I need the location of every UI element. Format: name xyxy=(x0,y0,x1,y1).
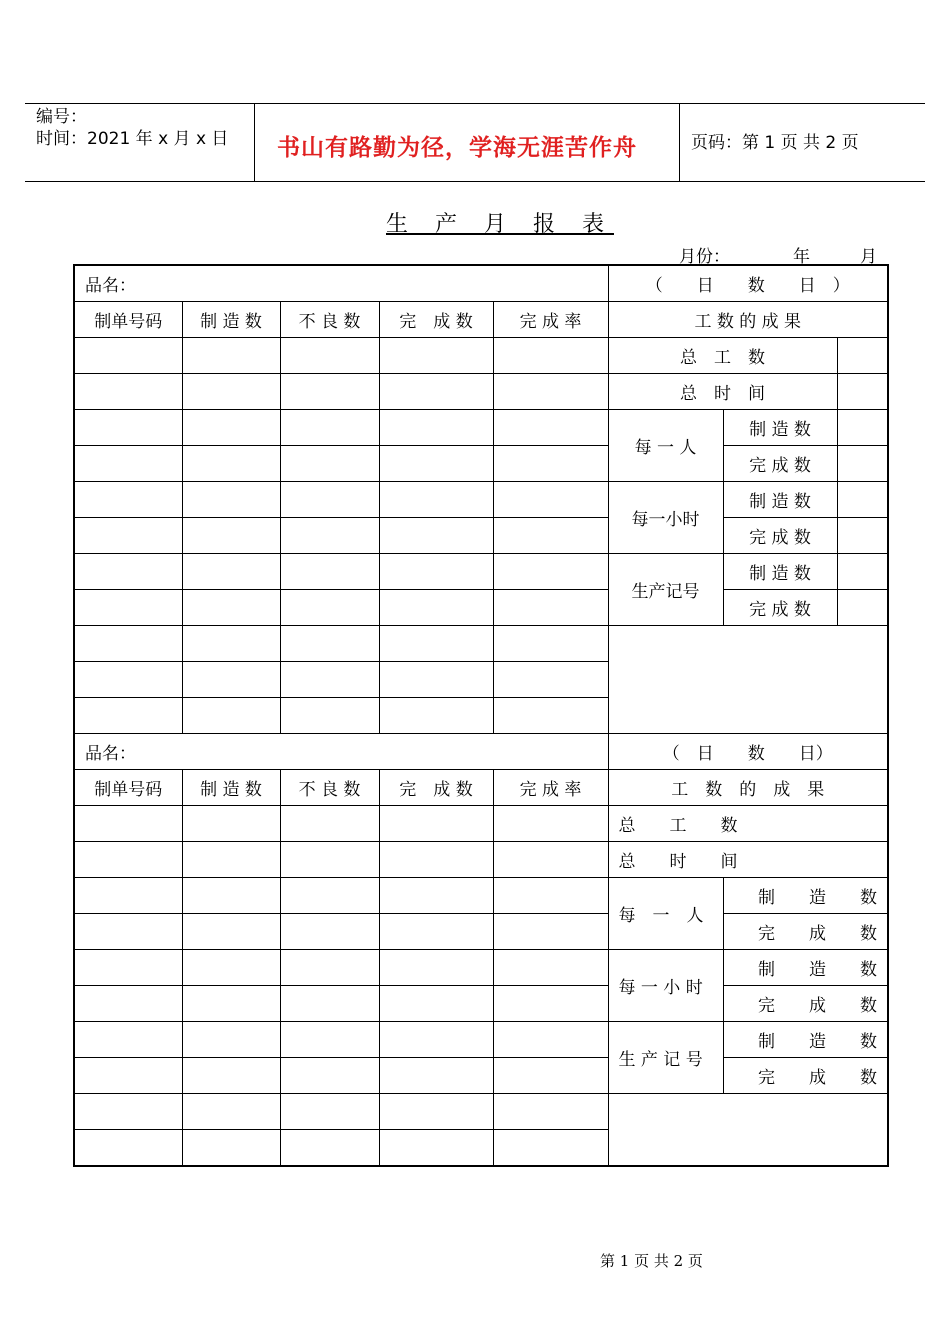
cell[interactable] xyxy=(182,878,280,914)
section2-blank-area[interactable] xyxy=(608,1094,888,1167)
col-make-count: 制 造 数 xyxy=(182,770,280,806)
table-row xyxy=(74,590,888,626)
section1-production-record: 生产记号 xyxy=(608,554,723,626)
page-footer: 第 1 页 共 2 页 xyxy=(600,1252,703,1270)
cell[interactable] xyxy=(280,374,379,410)
section1-total-work-value[interactable] xyxy=(837,338,888,374)
cell[interactable] xyxy=(74,842,182,878)
cell[interactable] xyxy=(379,518,493,554)
section1-per-person-done: 完 成 数 xyxy=(723,446,837,482)
section1-record-done: 完 成 数 xyxy=(723,590,837,626)
table-row xyxy=(74,986,888,1022)
cell[interactable] xyxy=(379,590,493,626)
cell[interactable] xyxy=(379,986,493,1022)
section1-per-person: 每 一 人 xyxy=(608,410,723,482)
col-done-count: 完 成 数 xyxy=(379,302,493,338)
cell[interactable] xyxy=(182,806,280,842)
cell[interactable] xyxy=(182,842,280,878)
cell[interactable] xyxy=(182,410,280,446)
section2-per-hour-make: 制 造 数 xyxy=(723,950,888,986)
col-done-count: 完 成 数 xyxy=(379,770,493,806)
cell[interactable] xyxy=(379,338,493,374)
cell[interactable] xyxy=(74,626,182,662)
section1-product-row xyxy=(74,265,888,302)
cell[interactable] xyxy=(280,626,379,662)
section1-header-row xyxy=(74,302,888,338)
section1-per-person-make: 制 造 数 xyxy=(723,410,837,446)
table-row xyxy=(74,338,888,374)
cell[interactable] xyxy=(74,806,182,842)
cell[interactable] xyxy=(74,482,182,518)
section2-product-label: 品名： xyxy=(74,734,608,770)
section1-result-header: 工 数 的 成 果 xyxy=(608,302,888,338)
cell[interactable] xyxy=(493,662,608,698)
cell[interactable] xyxy=(182,1130,280,1167)
cell[interactable] xyxy=(493,374,608,410)
cell[interactable] xyxy=(74,518,182,554)
header-divider-right xyxy=(679,104,680,181)
cell[interactable] xyxy=(493,950,608,986)
table-row xyxy=(74,554,888,590)
table-row xyxy=(74,1094,888,1130)
section1-per-hour: 每一小时 xyxy=(608,482,723,554)
month-label: 月份： xyxy=(679,247,730,267)
cell[interactable] xyxy=(74,410,182,446)
cell[interactable] xyxy=(74,914,182,950)
cell[interactable] xyxy=(74,1094,182,1130)
cell[interactable] xyxy=(182,518,280,554)
section2-header-row xyxy=(74,770,888,806)
cell[interactable] xyxy=(493,878,608,914)
section2-days-label: （ 日 数 日） xyxy=(608,734,888,770)
cell[interactable] xyxy=(493,410,608,446)
table-row xyxy=(74,446,888,482)
cell[interactable] xyxy=(379,698,493,734)
header-divider-left xyxy=(254,104,255,181)
cell[interactable] xyxy=(182,482,280,518)
cell[interactable] xyxy=(182,986,280,1022)
cell[interactable] xyxy=(182,1058,280,1094)
col-order-number: 制单号码 xyxy=(74,770,182,806)
cell[interactable] xyxy=(379,554,493,590)
section2-per-person: 每 一 人 xyxy=(608,878,723,950)
year-unit: 年 xyxy=(793,247,810,267)
section2-product-row xyxy=(74,734,888,770)
table-row xyxy=(74,842,888,878)
report-title: 生 产 月 报 表 xyxy=(386,212,614,237)
document-time-label: 时间：2021 年 x 月 x 日 xyxy=(36,129,229,149)
table-row xyxy=(74,626,888,662)
section1-blank-area[interactable] xyxy=(608,626,888,734)
table-row xyxy=(74,950,888,986)
section1-per-hour-make-value[interactable] xyxy=(837,482,888,518)
table-row xyxy=(74,914,888,950)
cell[interactable] xyxy=(280,986,379,1022)
cell[interactable] xyxy=(379,878,493,914)
cell[interactable] xyxy=(280,518,379,554)
cell[interactable] xyxy=(379,950,493,986)
cell[interactable] xyxy=(280,338,379,374)
section1-record-make: 制 造 数 xyxy=(723,554,837,590)
document-number-label: 编号： xyxy=(36,107,87,127)
section1-record-make-value[interactable] xyxy=(837,554,888,590)
cell[interactable] xyxy=(379,1130,493,1167)
section1-per-hour-done: 完 成 数 xyxy=(723,518,837,554)
table-row xyxy=(74,410,888,446)
table-row xyxy=(74,878,888,914)
cell[interactable] xyxy=(74,374,182,410)
table-row xyxy=(74,1022,888,1058)
header-motto: 书山有路勤为径，学海无涯苦作舟 xyxy=(277,135,637,161)
section2-per-person-make: 制 造 数 xyxy=(723,878,888,914)
cell[interactable] xyxy=(74,878,182,914)
cell[interactable] xyxy=(379,662,493,698)
cell[interactable] xyxy=(493,518,608,554)
cell[interactable] xyxy=(493,338,608,374)
cell[interactable] xyxy=(280,1094,379,1130)
col-defect-count: 不 良 数 xyxy=(280,770,379,806)
section1-record-done-value[interactable] xyxy=(837,590,888,626)
cell[interactable] xyxy=(493,590,608,626)
month-unit: 月 xyxy=(860,247,877,267)
section2-total-time: 总 时 间 xyxy=(608,842,888,878)
cell[interactable] xyxy=(74,662,182,698)
cell[interactable] xyxy=(379,482,493,518)
cell[interactable] xyxy=(182,950,280,986)
cell[interactable] xyxy=(493,1022,608,1058)
cell[interactable] xyxy=(74,554,182,590)
cell[interactable] xyxy=(74,446,182,482)
cell[interactable] xyxy=(379,1022,493,1058)
cell[interactable] xyxy=(280,1022,379,1058)
cell[interactable] xyxy=(182,914,280,950)
cell[interactable] xyxy=(74,338,182,374)
cell[interactable] xyxy=(280,878,379,914)
cell[interactable] xyxy=(379,626,493,662)
table-row xyxy=(74,806,888,842)
cell[interactable] xyxy=(280,914,379,950)
section2-result-header: 工 数 的 成 果 xyxy=(608,770,888,806)
cell[interactable] xyxy=(379,842,493,878)
cell[interactable] xyxy=(280,1058,379,1094)
cell[interactable] xyxy=(182,338,280,374)
cell[interactable] xyxy=(493,482,608,518)
cell[interactable] xyxy=(182,554,280,590)
table-row xyxy=(74,482,888,518)
cell[interactable] xyxy=(379,806,493,842)
cell[interactable] xyxy=(280,842,379,878)
cell[interactable] xyxy=(280,950,379,986)
col-done-rate: 完 成 率 xyxy=(493,770,608,806)
section2-record-done: 完 成 数 xyxy=(723,1058,888,1094)
col-defect-count: 不 良 数 xyxy=(280,302,379,338)
cell[interactable] xyxy=(74,986,182,1022)
table-row xyxy=(74,374,888,410)
section1-per-person-make-value[interactable] xyxy=(837,410,888,446)
cell[interactable] xyxy=(379,410,493,446)
cell[interactable] xyxy=(74,698,182,734)
cell[interactable] xyxy=(74,950,182,986)
cell[interactable] xyxy=(493,1130,608,1167)
cell[interactable] xyxy=(182,590,280,626)
section2-per-hour: 每 一 小 时 xyxy=(608,950,723,1022)
section1-per-hour-done-value[interactable] xyxy=(837,518,888,554)
cell[interactable] xyxy=(182,698,280,734)
cell[interactable] xyxy=(74,1058,182,1094)
cell[interactable] xyxy=(493,842,608,878)
cell[interactable] xyxy=(280,446,379,482)
cell[interactable] xyxy=(280,698,379,734)
cell[interactable] xyxy=(182,626,280,662)
col-make-count: 制 造 数 xyxy=(182,302,280,338)
table-row xyxy=(74,1058,888,1094)
cell[interactable] xyxy=(493,554,608,590)
section1-days-label: （ 日 数 日 ） xyxy=(608,265,888,302)
cell[interactable] xyxy=(493,446,608,482)
production-report-table xyxy=(73,264,889,1167)
table-row xyxy=(74,518,888,554)
cell[interactable] xyxy=(493,986,608,1022)
cell[interactable] xyxy=(74,590,182,626)
cell[interactable] xyxy=(493,626,608,662)
section1-per-hour-make: 制 造 数 xyxy=(723,482,837,518)
cell[interactable] xyxy=(280,806,379,842)
col-order-number: 制单号码 xyxy=(74,302,182,338)
header-top-rule xyxy=(25,103,925,104)
section2-per-hour-done: 完 成 数 xyxy=(723,986,888,1022)
cell[interactable] xyxy=(493,806,608,842)
section1-total-time-value[interactable] xyxy=(837,374,888,410)
cell[interactable] xyxy=(280,482,379,518)
cell[interactable] xyxy=(280,410,379,446)
cell[interactable] xyxy=(379,1094,493,1130)
cell[interactable] xyxy=(182,446,280,482)
cell[interactable] xyxy=(74,1130,182,1167)
cell[interactable] xyxy=(280,554,379,590)
cell[interactable] xyxy=(493,914,608,950)
col-done-rate: 完 成 率 xyxy=(493,302,608,338)
section1-per-person-done-value[interactable] xyxy=(837,446,888,482)
cell[interactable] xyxy=(493,698,608,734)
cell[interactable] xyxy=(379,446,493,482)
cell[interactable] xyxy=(182,1094,280,1130)
cell[interactable] xyxy=(280,590,379,626)
section1-total-work: 总 工 数 xyxy=(608,338,837,374)
cell[interactable] xyxy=(182,374,280,410)
cell[interactable] xyxy=(280,662,379,698)
cell[interactable] xyxy=(182,662,280,698)
cell[interactable] xyxy=(74,1022,182,1058)
cell[interactable] xyxy=(182,1022,280,1058)
cell[interactable] xyxy=(379,914,493,950)
page-info: 页码：第 1 页 共 2 页 xyxy=(691,133,859,153)
header-bottom-rule xyxy=(25,181,925,182)
section2-total-work: 总 工 数 xyxy=(608,806,888,842)
section1-total-time: 总 时 间 xyxy=(608,374,837,410)
section2-record-make: 制 造 数 xyxy=(723,1022,888,1058)
section2-production-record: 生 产 记 号 xyxy=(608,1022,723,1094)
cell[interactable] xyxy=(280,1130,379,1167)
cell[interactable] xyxy=(493,1094,608,1130)
cell[interactable] xyxy=(379,374,493,410)
cell[interactable] xyxy=(493,1058,608,1094)
section2-per-person-done: 完 成 数 xyxy=(723,914,888,950)
section1-product-label: 品名： xyxy=(74,265,608,302)
cell[interactable] xyxy=(379,1058,493,1094)
